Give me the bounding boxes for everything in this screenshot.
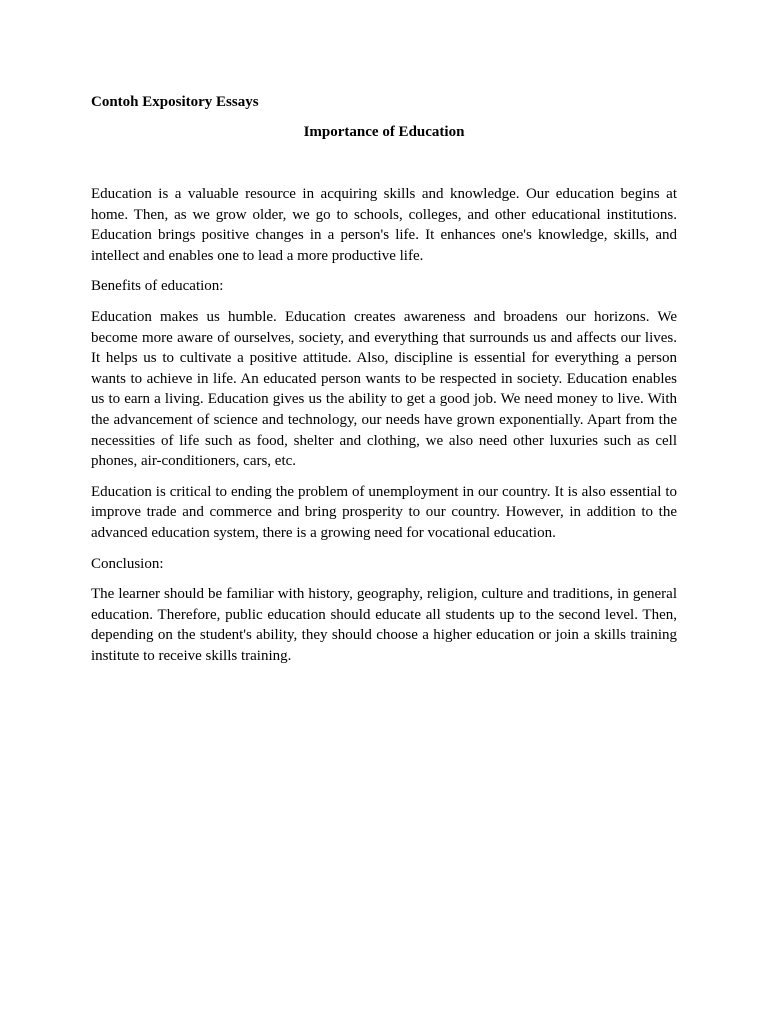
section-label-benefits: Benefits of education: — [91, 278, 224, 295]
paragraph-introduction: Education is a valuable resource in acquiring skills and knowledge. Our education begins at home. Then, as we grow older, we go to schools, colleges, and other educational institutions. Education brings positive changes in a person's life. It enhances one's knowledge, skills, and intellect and enables one to lead a more productive life. — [91, 186, 677, 264]
paragraph-conclusion: The learner should be familiar with history, geography, religion, culture and traditions, in general education. Therefore, public education should educate all students up to the second level. Then, depending on the student's ability, they should choose a higher education or join a skills training institute to receive skills training. — [91, 586, 677, 664]
paragraph-benefits: Education makes us humble. Education creates awareness and broadens our horizons. We become more aware of ourselves, society, and everything that surrounds us and affects our lives. It helps us to cultivate a positive attitude. Also, discipline is essential for everything a person wants to achieve in life. An educated person wants to be respected in society. Education enables us to earn a living. Education gives us the ability to get a good job. We need money to live. With the advancement of science and technology, our needs have grown exponentially. Apart from the necessities of life such as food, shelter and clothing, we also need other luxuries such as cell phones, air-conditioners, cars, etc. — [91, 308, 677, 470]
section-label-conclusion: Conclusion: — [91, 555, 164, 572]
document-title: Importance of Education — [303, 124, 465, 140]
paragraph-unemployment: Education is critical to ending the problem of unemployment in our country. It is also essential to improve trade and commerce and bring prosperity to our country. However, in addition to the advanced education system, there is a growing need for vocational education. — [91, 483, 677, 541]
document-heading: Contoh Expository Essays — [91, 94, 259, 110]
document-page — [91, 92, 677, 676]
